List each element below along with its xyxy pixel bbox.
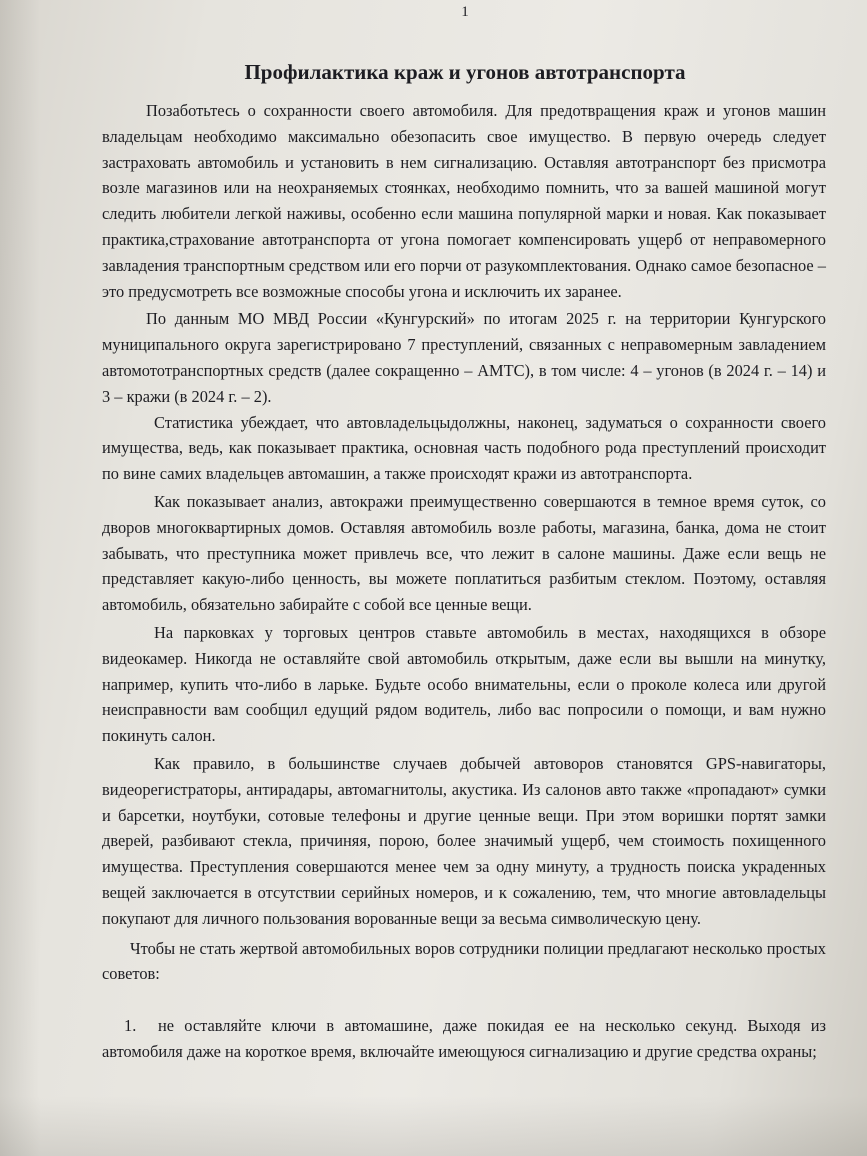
paragraph-stolen-items: Как правило, в большинстве случаев добычей автоворов становятся GPS-навигаторы, видеорегистраторы, антирадары, автомагнитолы, акустика. Из салонов авто также «пропадают» сумки и барсетки, ноутбуки, сотовые телефоны и другие ценные вещи. При этом воришки портят замки дверей, разбивают стекла, причиняя, порою, более значимый ущерб, чем стоимость похищенного имущества. Преступления совершаются менее чем за одну минуту, а трудность поиска украденных вещей заключается в отсутствии серийных номеров, и к сожалению, тем, что многие автовладельцы покупают для личного пользования ворованные вещи за весьма символическую цену. bbox=[102, 753, 826, 928]
page-number: 1 bbox=[461, 4, 469, 20]
paragraph-police-tips-intro: Чтобы не стать жертвой автомобильных воров сотрудники полиции предлагают несколько простых советов: bbox=[102, 938, 826, 984]
list-item-number: 1. bbox=[124, 1016, 137, 1036]
list-item-text: не оставляйте ключи в автомашине, даже покидая ее на несколько секунд. Выходя из автомобиля даже на короткое время, включайте имеющуюся сигнализацию и другие средства охраны; bbox=[102, 1016, 826, 1061]
page-shadow-bottom bbox=[0, 1096, 867, 1156]
paragraph-owner-responsibility: Статистика убеждает, что автовладельцыдолжны, наконец, задуматься о сохранности своего имущества, ведь, как показывает практика, основная часть подобного рода преступлений происходит по вине самих владельцев автомашин, а также происходят кражи из автотранспорта. bbox=[102, 412, 826, 484]
paragraph-analysis: Как показывает анализ, автокражи преимущественно совершаются в темное время суток, со дворов многоквартирных домов. Оставляя автомобиль возле работы, магазина, банка, дома не стоит забывать, что преступника может привлечь все, что лежит в салоне машины. Даже если вещь не представляет какую-либо ценность, вы можете поплатиться разбитым стеклом. Поэтому, оставляя автомобиль, обязательно забирайте с собой все ценные вещи. bbox=[102, 491, 826, 615]
list-item bbox=[102, 1013, 826, 1065]
paragraph-statistics-2025: По данным МО МВД России «Кунгурский» по итогам 2025 г. на территории Кунгурского муниципального округа зарегистрировано 7 преступлений, связанных с неправомерным завладением автомототранспортных средств (далее сокращенно – АМТС), в том числе: 4 – угонов (в 2024 г. – 14) и 3 – кражи (в 2024 г. – 2). bbox=[102, 309, 826, 406]
paragraph-intro: Позаботьтесь о сохранности своего автомобиля. Для предотвращения краж и угонов машин владельцам необходимо максимально обезопасить свое имущество. В первую очередь следует застраховать автомобиль и установить в нем сигнализацию. Оставляя автотранспорт без присмотра возле магазинов или на неохраняемых стоянках, необходимо помнить, что за вашей машиной могут следить любители легкой наживы, особенно если машина популярной марки и новая. Как показывает практика,страхование автотранспорта от угона помогает компенсировать ущерб от неправомерного завладения транспортным средством или его порчи от разукомплектования. Однако самое безопасное – это предусмотреть все возможные способы угона и исключить их заранее. bbox=[102, 101, 826, 301]
document-title: Профилактика краж и угонов автотранспорта bbox=[244, 60, 686, 84]
paragraph-parking-advice: На парковках у торговых центров ставьте автомобиль в местах, находящихся в обзоре видеокамер. Никогда не оставляйте свой автомобиль открытым, даже если вы вышли на минутку, например, купить что-либо в ларьке. Будьте особо внимательны, если о проколе колеса или другой неисправности вам сообщил едущий рядом водитель, либо вас попросили о помощи, и вам нужно покинуть салон. bbox=[102, 622, 826, 746]
document-body bbox=[102, 98, 826, 1065]
page-shadow-left bbox=[0, 0, 40, 1156]
